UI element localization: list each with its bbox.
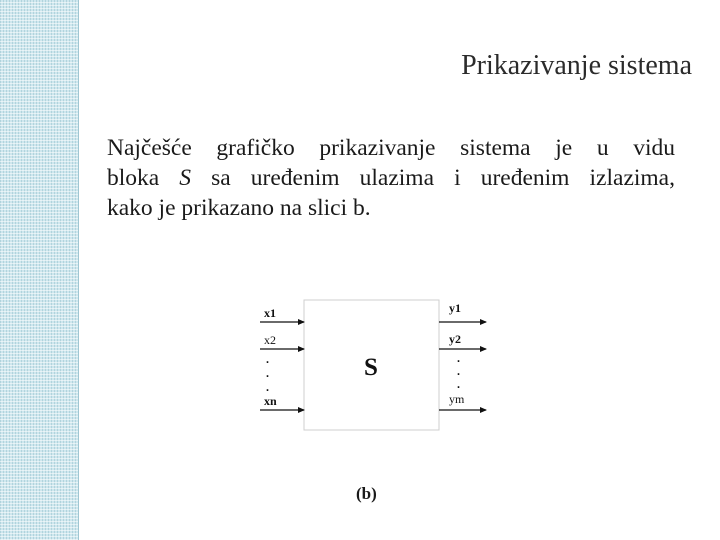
input-label-n: xn	[264, 394, 277, 408]
slide-title: Prikazivanje sistema	[461, 50, 692, 81]
decorative-side-band	[0, 0, 79, 540]
paragraph-line-2-end: sa uređenim ulazima i uređenim izlazima,	[191, 165, 675, 191]
paragraph-block-symbol: S	[179, 165, 192, 191]
input-ellipsis-dot-1: .	[266, 352, 269, 366]
output-ellipsis-dot-3: .	[457, 377, 460, 391]
block-label: S	[364, 354, 378, 381]
input-label-1: x1	[264, 306, 276, 320]
diagram-canvas	[254, 292, 494, 437]
paragraph-line-3: kako je prikazano na slici b.	[107, 195, 371, 221]
paragraph-line-2	[107, 163, 675, 193]
system-block-diagram	[254, 292, 494, 437]
output-label-m: ym	[449, 392, 465, 406]
output-label-1: y1	[449, 301, 461, 315]
output-ellipsis-dot-1: .	[457, 351, 460, 365]
input-ellipsis-dot-3: .	[266, 380, 269, 394]
output-ellipsis-dot-2: .	[457, 364, 460, 378]
figure-caption: (b)	[356, 484, 377, 503]
input-label-2: x2	[264, 333, 276, 347]
paragraph-line-2-start: bloka	[107, 165, 180, 191]
body-paragraph	[107, 133, 675, 223]
output-label-2: y2	[449, 332, 461, 346]
paragraph-line-1: Najčešće grafičko prikazivanje sistema je u vidu	[107, 135, 675, 161]
input-ellipsis-dot-2: .	[266, 366, 269, 380]
